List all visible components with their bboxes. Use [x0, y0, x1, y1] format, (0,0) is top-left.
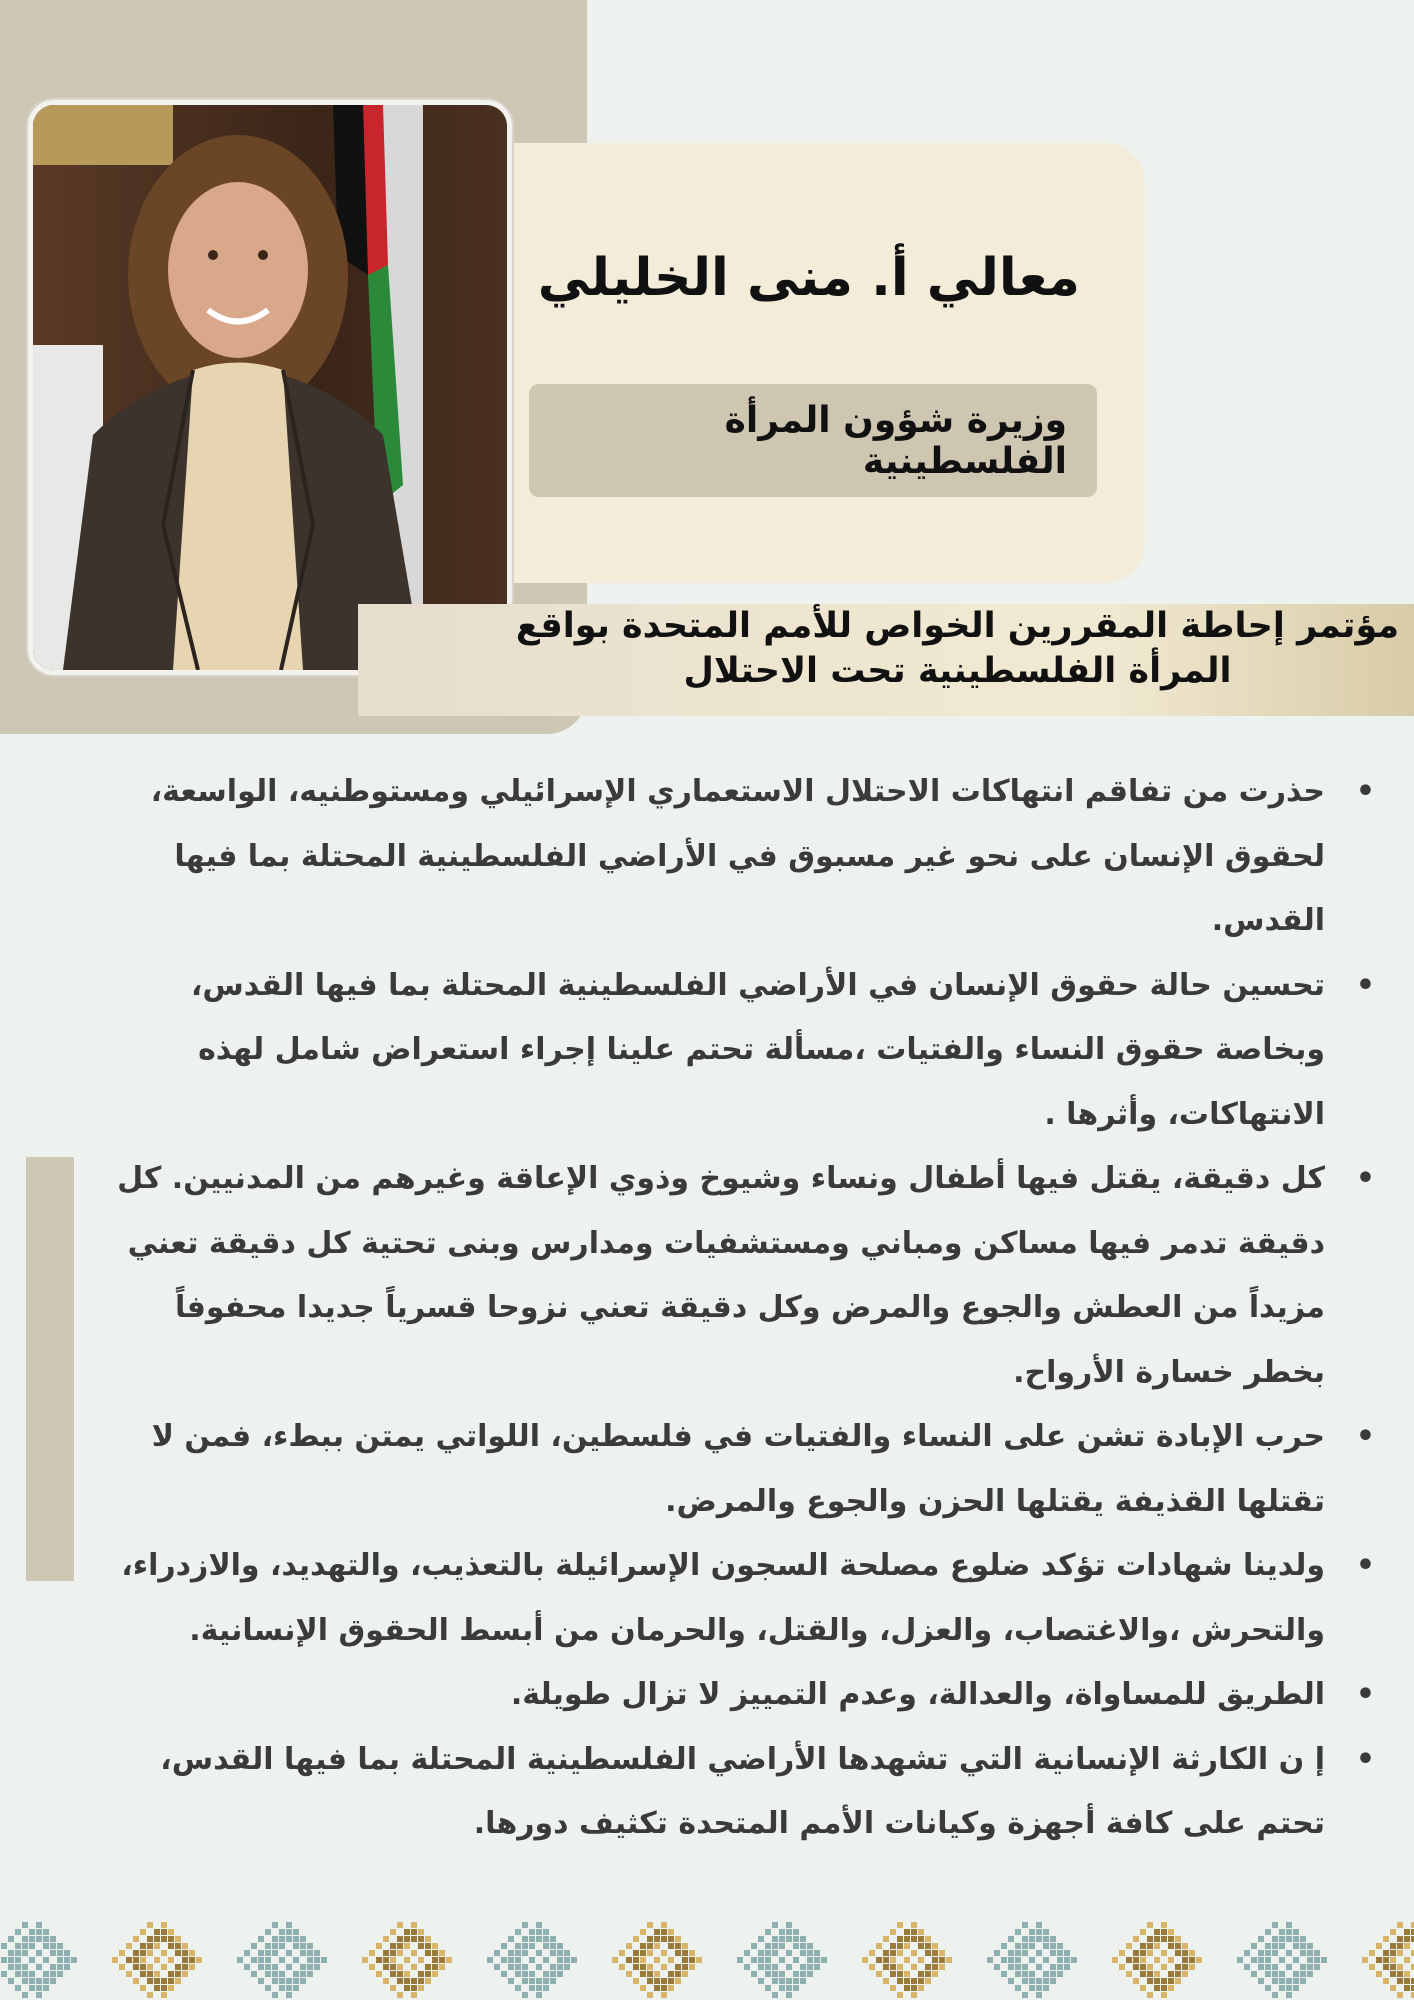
- portrait-photo-icon: [33, 105, 507, 670]
- statement-list: [95, 760, 1345, 1857]
- list-item: • حذرت من تفاقم انتهاكات الاحتلال الاستعماري الإسرائيلي ومستوطنيه، الواسعة، لحقوق الإنسان على نحو غير مسبوق في الأراضي الفلسطينية المحتلة بما فيها القدس.: [95, 760, 1345, 954]
- event-title-line2: المرأة الفلسطينية تحت الاحتلال: [683, 651, 1232, 691]
- position-title-box: [529, 384, 1097, 497]
- event-title-line1: مؤتمر إحاطة المقررين الخواص للأمم المتحدة بواقع: [515, 606, 1400, 646]
- list-item: • تحسين حالة حقوق الإنسان في الأراضي الفلسطينية المحتلة بما فيها القدس، وبخاصة حقوق النساء والفتيات ،مسألة تحتم علينا إجراء استعراض شامل لهذه الانتهاكات، وأثرها .: [95, 954, 1345, 1148]
- person-name: معالي أ. منى الخليلي: [537, 248, 1080, 308]
- embroidery-pattern-icon: [0, 1918, 1414, 2000]
- minister-portrait: [28, 100, 512, 675]
- list-item: • كل دقيقة، يقتل فيها أطفال ونساء وشيوخ وذوي الإعاقة وغيرهم من المدنيين. كل دقيقة تدمر فيها مساكن ومباني ومستشفيات ومدارس وبنى تحتية كل دقيقة تعني مزيداً من العطش والجوع والمرض وكل دقيقة تعني نزوحا قسرياً جديدا محفوفاً بخطر خسارة الأرواح.: [95, 1147, 1345, 1405]
- event-title: [505, 604, 1410, 694]
- name-card: [470, 143, 1145, 583]
- position-title: وزيرة شؤون المرأة الفلسطينية: [724, 399, 1067, 482]
- embroidery-pattern-strip: [0, 1918, 1414, 2000]
- list-item: • حرب الإبادة تشن على النساء والفتيات في فلسطين، اللواتي يمتن ببطء، فمن لا تقتلها القذيفة يقتلها الحزن والجوع والمرض.: [95, 1405, 1345, 1534]
- list-item: • ولدينا شهادات تؤكد ضلوع مصلحة السجون الإسرائيلة بالتعذيب، والتهديد، والازدراء، والتحرش ،والاغتصاب، والعزل، والقتل، والحرمان من أبسط الحقوق الإنسانية.: [95, 1534, 1345, 1663]
- side-decor-bar: [26, 1157, 74, 1581]
- list-item: • الطريق للمساواة، والعدالة، وعدم التمييز لا تزال طويلة.: [95, 1663, 1345, 1728]
- list-item: • إ ن الكارثة الإنسانية التي تشهدها الأراضي الفلسطينية المحتلة بما فيها القدس، تحتم على كافة أجهزة وكيانات الأمم المتحدة تكثيف دورها.: [95, 1728, 1345, 1857]
